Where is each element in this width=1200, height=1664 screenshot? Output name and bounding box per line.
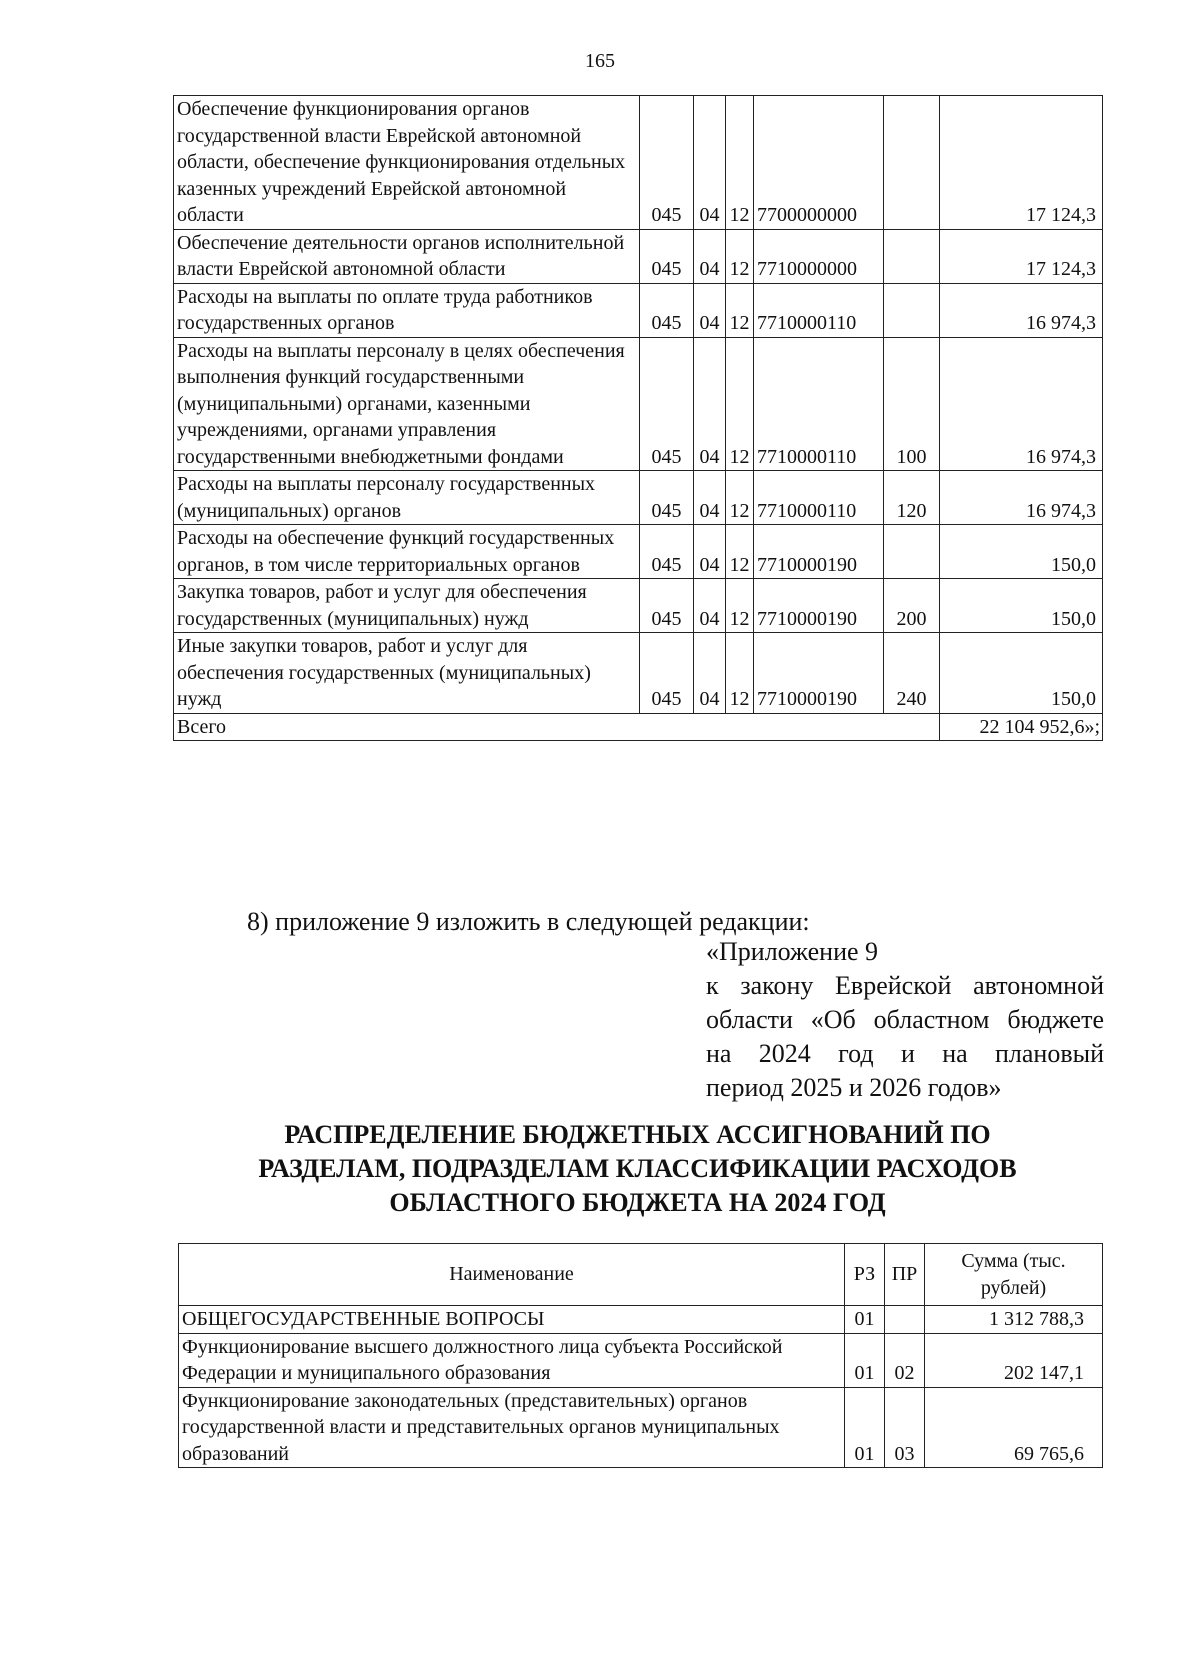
heading-line: РАСПРЕДЕЛЕНИЕ БЮДЖЕТНЫХ АССИГНОВАНИЙ ПО bbox=[284, 1120, 991, 1149]
row-pr: 12 bbox=[726, 525, 754, 579]
row-pr: 12 bbox=[726, 96, 754, 230]
row-ved: 045 bbox=[640, 283, 694, 337]
appendix-line: области «Об областном бюджете bbox=[706, 1005, 1104, 1034]
row-ved: 045 bbox=[640, 525, 694, 579]
row-sum: 16 974,3 bbox=[940, 337, 1103, 471]
table-row bbox=[179, 1333, 1103, 1387]
row-csr: 7710000110 bbox=[754, 337, 884, 471]
table-row bbox=[179, 1306, 1103, 1334]
table-row bbox=[174, 525, 1103, 579]
table-row bbox=[174, 471, 1103, 525]
row-name: Обеспечение деятельности органов исполнительной власти Еврейской автономной области bbox=[174, 229, 640, 283]
appendix-line: на 2024 год и на плановый bbox=[706, 1039, 1104, 1068]
row-name: Функционирование законодательных (представительных) органов государственной власти и представительных органов муниципальных образований bbox=[179, 1387, 845, 1468]
appendix-note bbox=[706, 935, 1104, 1105]
row-csr: 7710000190 bbox=[754, 525, 884, 579]
row-vr bbox=[884, 283, 940, 337]
header-pr: ПР bbox=[885, 1244, 925, 1306]
row-rz: 04 bbox=[694, 633, 726, 714]
row-csr: 7710000190 bbox=[754, 633, 884, 714]
row-name: Расходы на обеспечение функций государственных органов, в том числе территориальных органов bbox=[174, 525, 640, 579]
row-pr: 12 bbox=[726, 283, 754, 337]
appendix-line: период 2025 и 2026 годов» bbox=[706, 1073, 1002, 1102]
row-pr: 12 bbox=[726, 229, 754, 283]
row-name: ОБЩЕГОСУДАРСТВЕННЫЕ ВОПРОСЫ bbox=[179, 1306, 845, 1334]
row-vr bbox=[884, 96, 940, 230]
row-csr: 7710000110 bbox=[754, 283, 884, 337]
expenditure-table-body bbox=[174, 96, 1103, 741]
heading-line: РАЗДЕЛАМ, ПОДРАЗДЕЛАМ КЛАССИФИКАЦИИ РАСХОДОВ bbox=[258, 1154, 1017, 1183]
row-vr bbox=[884, 229, 940, 283]
header-sum: Сумма (тыс. рублей) bbox=[925, 1244, 1103, 1306]
expenditure-table bbox=[173, 95, 1103, 741]
row-vr: 120 bbox=[884, 471, 940, 525]
header-rz: РЗ bbox=[845, 1244, 885, 1306]
table-row bbox=[174, 633, 1103, 714]
table-row bbox=[174, 283, 1103, 337]
row-rz: 04 bbox=[694, 471, 726, 525]
row-sum: 17 124,3 bbox=[940, 229, 1103, 283]
row-sum: 150,0 bbox=[940, 633, 1103, 714]
row-pr: 12 bbox=[726, 633, 754, 714]
row-vr bbox=[884, 525, 940, 579]
amendment-paragraph: 8) приложение 9 изложить в следующей редакции: bbox=[247, 907, 810, 936]
row-ved: 045 bbox=[640, 337, 694, 471]
table-row bbox=[174, 579, 1103, 633]
row-name: Функционирование высшего должностного лица субъекта Российской Федерации и муниципального образования bbox=[179, 1333, 845, 1387]
row-ved: 045 bbox=[640, 579, 694, 633]
row-sum: 150,0 bbox=[940, 579, 1103, 633]
row-name: Закупка товаров, работ и услуг для обеспечения государственных (муниципальных) нужд bbox=[174, 579, 640, 633]
total-row bbox=[174, 713, 1103, 741]
table-row bbox=[174, 337, 1103, 471]
section-heading bbox=[173, 1118, 1102, 1220]
total-label: Всего bbox=[174, 713, 940, 741]
row-rz: 04 bbox=[694, 337, 726, 471]
row-csr: 7710000190 bbox=[754, 579, 884, 633]
row-pr: 12 bbox=[726, 471, 754, 525]
row-pr bbox=[885, 1306, 925, 1334]
row-csr: 7700000000 bbox=[754, 96, 884, 230]
header-name: Наименование bbox=[179, 1244, 845, 1306]
table-header-row bbox=[179, 1244, 1103, 1306]
appendix-line: «Приложение 9 bbox=[706, 937, 879, 966]
row-sum: 1 312 788,3 bbox=[925, 1306, 1103, 1334]
row-vr: 240 bbox=[884, 633, 940, 714]
table-row bbox=[179, 1387, 1103, 1468]
row-ved: 045 bbox=[640, 229, 694, 283]
row-name: Обеспечение функционирования органов государственной власти Еврейской автономной области, обеспечение функционирования отдельных казенных учреждений Еврейской автономной области bbox=[174, 96, 640, 230]
row-pr: 12 bbox=[726, 337, 754, 471]
row-name: Иные закупки товаров, работ и услуг для обеспечения государственных (муниципальных) нужд bbox=[174, 633, 640, 714]
row-pr: 12 bbox=[726, 579, 754, 633]
row-ved: 045 bbox=[640, 471, 694, 525]
row-rz: 04 bbox=[694, 283, 726, 337]
row-sum: 202 147,1 bbox=[925, 1333, 1103, 1387]
row-sum: 69 765,6 bbox=[925, 1387, 1103, 1468]
allocation-table-body bbox=[179, 1306, 1103, 1468]
row-name: Расходы на выплаты персоналу в целях обеспечения выполнения функций государственными (муниципальными) органами, казенными учреждениями, органами управления государственными внебюджетными фондами bbox=[174, 337, 640, 471]
row-pr: 03 bbox=[885, 1387, 925, 1468]
row-name: Расходы на выплаты персоналу государственных (муниципальных) органов bbox=[174, 471, 640, 525]
row-rz: 04 bbox=[694, 579, 726, 633]
table-row bbox=[174, 96, 1103, 230]
row-vr: 200 bbox=[884, 579, 940, 633]
allocation-table bbox=[178, 1243, 1103, 1468]
row-rz: 04 bbox=[694, 525, 726, 579]
row-sum: 150,0 bbox=[940, 525, 1103, 579]
row-name: Расходы на выплаты по оплате труда работников государственных органов bbox=[174, 283, 640, 337]
total-value: 22 104 952,6»; bbox=[940, 713, 1103, 741]
row-ved: 045 bbox=[640, 633, 694, 714]
row-sum: 17 124,3 bbox=[940, 96, 1103, 230]
heading-line: ОБЛАСТНОГО БЮДЖЕТА НА 2024 ГОД bbox=[389, 1188, 886, 1217]
row-csr: 7710000000 bbox=[754, 229, 884, 283]
row-ved: 045 bbox=[640, 96, 694, 230]
row-rz: 01 bbox=[845, 1333, 885, 1387]
page-number: 165 bbox=[585, 50, 615, 72]
row-rz: 01 bbox=[845, 1306, 885, 1334]
row-sum: 16 974,3 bbox=[940, 471, 1103, 525]
row-rz: 04 bbox=[694, 96, 726, 230]
row-pr: 02 bbox=[885, 1333, 925, 1387]
row-rz: 04 bbox=[694, 229, 726, 283]
row-csr: 7710000110 bbox=[754, 471, 884, 525]
appendix-line: к закону Еврейской автономной bbox=[706, 971, 1104, 1000]
row-rz: 01 bbox=[845, 1387, 885, 1468]
table-row bbox=[174, 229, 1103, 283]
row-sum: 16 974,3 bbox=[940, 283, 1103, 337]
row-vr: 100 bbox=[884, 337, 940, 471]
